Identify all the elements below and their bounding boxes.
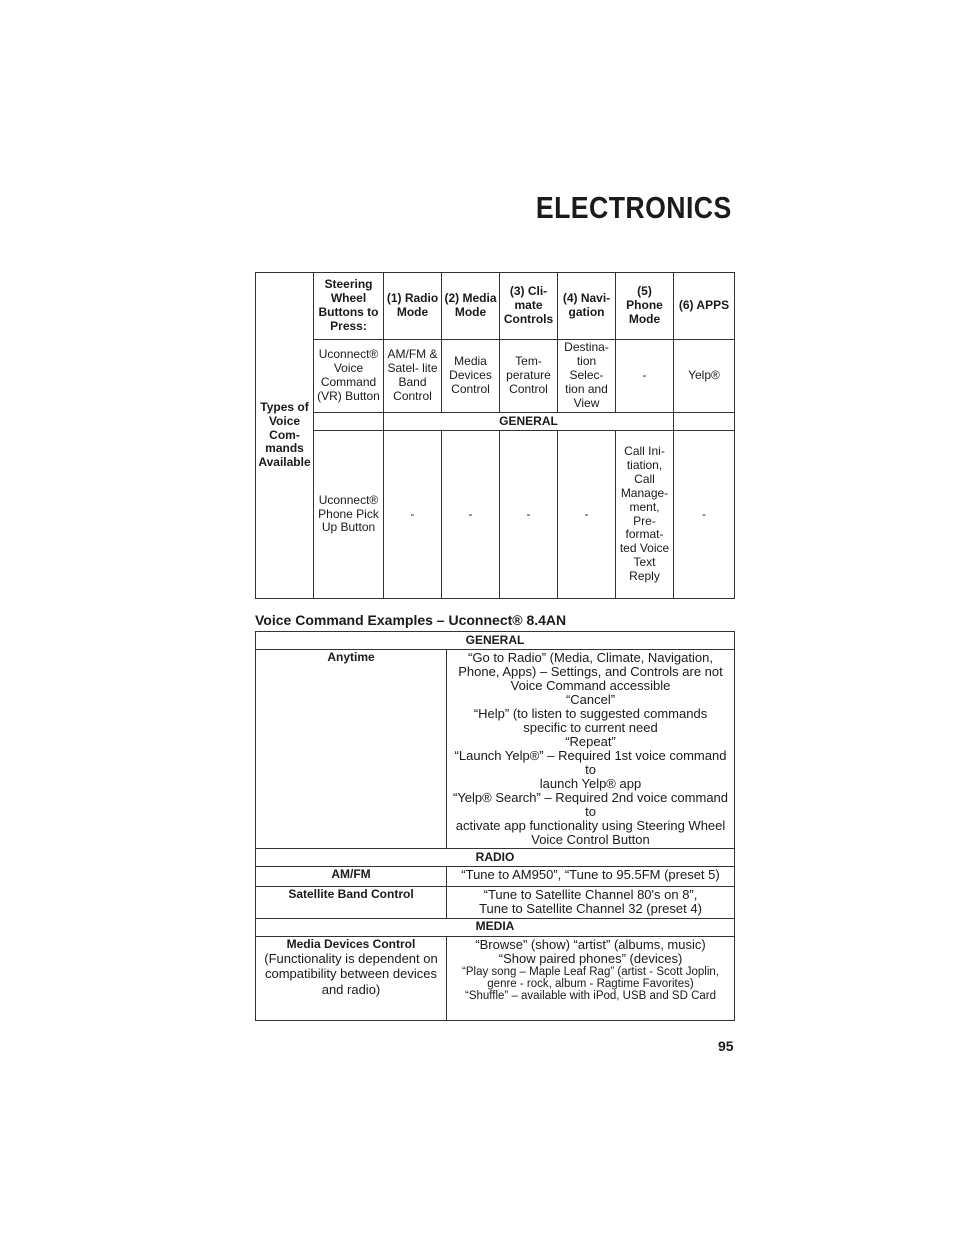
example-line: activate app functionality using Steering Wheel <box>455 818 726 834</box>
example-line: “Show paired phones” (devices) <box>498 950 683 966</box>
amfm-label: AM/FM <box>256 867 447 887</box>
row2-apps: - <box>674 431 735 599</box>
example-line: Voice Command accessible <box>510 678 671 694</box>
example-line: genre - rock, album - Ragtime Favorites) <box>487 977 694 990</box>
general-label: GENERAL <box>384 413 674 431</box>
row1-radio: AM/FM & Satel- lite Band Control <box>384 340 442 413</box>
row1-button: Uconnect® Voice Command (VR) Button <box>314 340 384 413</box>
row1-apps: Yelp® <box>674 340 735 413</box>
general-empty-cell <box>314 413 384 431</box>
example-line: “Browse” (show) “artist” (albums, music) <box>475 936 706 952</box>
example-line: “Tune to Satellite Channel 80's on 8”, <box>483 887 698 903</box>
amfm-example: “Tune to AM950”, “Tune to 95.5FM (preset 5) <box>447 867 735 887</box>
general-empty-cell-2 <box>674 413 735 431</box>
example-line: specific to current need <box>523 720 658 736</box>
section-title: ELECTRONICS <box>536 190 732 225</box>
row2-radio: - <box>384 431 442 599</box>
satellite-examples <box>447 887 735 918</box>
page-number: 95 <box>718 1038 734 1054</box>
header-phone: (5) Phone Mode <box>616 273 674 340</box>
example-line: “Repeat” <box>565 734 616 750</box>
voice-commands-table <box>255 272 735 599</box>
examples-heading: Voice Command Examples – Uconnect® 8.4AN <box>255 612 567 628</box>
satellite-label: Satellite Band Control <box>256 887 447 918</box>
example-line: Phone, Apps) – Settings, and Controls are not <box>458 664 723 680</box>
media-note-line: and radio) <box>321 981 381 997</box>
row2-navigation: - <box>558 431 616 599</box>
header-navigation: (4) Navi- gation <box>558 273 616 340</box>
row2-media: - <box>442 431 500 599</box>
row2-button: Uconnect® Phone Pick Up Button <box>314 431 384 599</box>
example-line: “Cancel” <box>565 692 616 708</box>
example-line: “Help” (to listen to suggested commands <box>473 706 708 722</box>
row1-navigation: Destina- tion Selec- tion and View <box>558 340 616 413</box>
row2-climate: - <box>500 431 558 599</box>
row1-climate: Tem- perature Control <box>500 340 558 413</box>
example-line: launch Yelp® app <box>539 776 642 792</box>
header-apps: (6) APPS <box>674 273 735 340</box>
example-line: “Go to Radio” (Media, Climate, Navigation, <box>468 650 713 665</box>
header-climate: (3) Cli- mate Controls <box>500 273 558 340</box>
radio-section: RADIO <box>256 849 735 867</box>
example-line: “Play song – Maple Leaf Rag” (artist - Scott Joplin, <box>462 965 719 978</box>
row2-phone: Call Ini- tiation, Call Manage- ment, Pre- format- ted Voice Text Reply <box>616 431 674 599</box>
media-examples <box>447 936 735 1020</box>
media-devices-label: Media Devices Control <box>286 936 416 951</box>
header-media: (2) Media Mode <box>442 273 500 340</box>
types-label: Types of Voice Com- mands Available <box>256 273 314 599</box>
header-steering: Steering Wheel Buttons to Press: <box>314 273 384 340</box>
general-section: GENERAL <box>256 632 735 650</box>
anytime-examples <box>447 650 735 849</box>
media-devices-cell <box>256 936 447 1020</box>
example-line: “Yelp® Search” – Required 2nd voice command to <box>452 790 729 820</box>
voice-command-examples-table <box>255 631 735 1021</box>
row1-phone: - <box>616 340 674 413</box>
anytime-label: Anytime <box>256 650 447 849</box>
example-line: Voice Control Button <box>531 832 650 848</box>
example-line: Tune to Satellite Channel 32 (preset 4) <box>479 901 702 917</box>
header-radio: (1) Radio Mode <box>384 273 442 340</box>
example-line: “Launch Yelp®” – Required 1st voice command to <box>454 748 727 778</box>
example-line: “Shuffle” – available with iPod, USB and SD Card <box>465 990 717 1003</box>
media-section: MEDIA <box>256 918 735 936</box>
media-note-line: (Functionality is dependent on <box>264 951 438 967</box>
row1-media: Media Devices Control <box>442 340 500 413</box>
media-note-line: compatibility between devices <box>265 966 437 982</box>
